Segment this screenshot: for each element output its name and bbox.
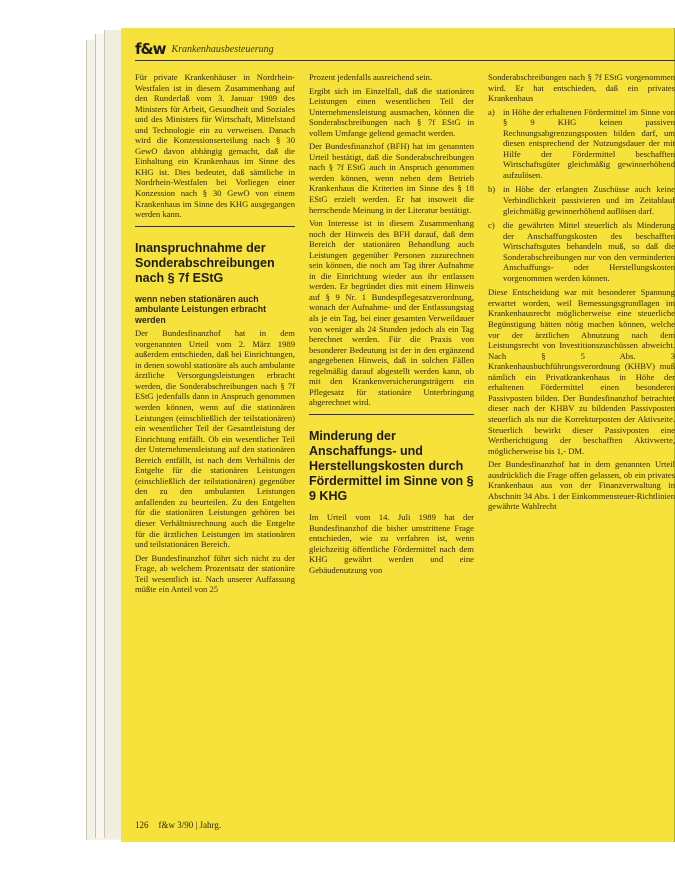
- paragraph: Der Bundesfinanzhof führt sich nicht zu der Frage, ab welchem Prozentsatz der stationäre Teil wesentlich ist. Nach unserer Auffassung müßte ein Anteil von 25: [135, 552, 295, 595]
- column-2: [309, 72, 474, 578]
- list-marker: c): [488, 220, 495, 231]
- journal-page: [121, 28, 675, 842]
- paragraph: Diese Entscheidung war mit besonderer Spannung erwartet worden, weil Bemessungsgrundlagen im Krankenhausrecht möglicherweise eine steuerliche Begünstigung hätten nötig machen können, welche vor der ärztlichen Abnutzung nach dem Leistungsrecht von Investitionszuschüssen abweicht. Nach § 5 Abs. 3 Krankenhausbuchführungsverordnung (KHBV) muß nämlich ein Privatkrankenhaus in Höhe der erhaltenen Fördermittel einen besonderen Passivposten bilden. Der Bundesfinanzhof betrachtet dieser nach der KHBV zu bildenden Passivposten steuerlich als nur die Korrekturposten der Aktivseite. Steuerlich bewirkt dieser Passivposten eine Wertberichtigung der beschafften Aktivwerte, möglicherweise bis 1,- DM.: [488, 287, 675, 456]
- paragraph: Der Bundesfinanzhof hat in dem genannten Urteil ausdrücklich die Frage offen gelassen, ob ein privates Krankenhaus aus von der Finanzverwaltung in Abschnitt 34 Abs. 1 der Einkommensteuer-Richtlinien gewährte Wahlrecht: [488, 459, 675, 512]
- paragraph: Der Bundesfinanzhof (BFH) hat im genannten Urteil bestätigt, daß die Sonderabschreibungen nach § 7f EStG auch in Anspruch genommen werden können, wenn neben dem Betrieb Krankenhaus die Kriterien im Sinne des § 18 EStG erzielt werden. Er hat insoweit die herrschende Meinung in der Literatur bestätigt.: [309, 141, 474, 215]
- list-item: [488, 220, 675, 283]
- list-marker: a): [488, 106, 495, 117]
- paragraph: Für private Krankenhäuser in Nordrhein-Westfalen ist in diesem Zusammenhang auf den Runderlaß vom 3. Januar 1989 des Ministers für Arbeit, Gesundheit und Soziales und des Ministers für Wirtschaft, Mittelstand und Technologie ein zu verweisen. Danach wird die Konzessionserteilung nach § 30 GewO davon abhängig gemacht, daß die Einhaltung ein Krankenhaus im Sinne des KHG ist. Dies bedeutet, daß sämtliche in Nordrhein-Westfalen bei Vorliegen einer Konzession nach § 30 GewO von einem Krankenhaus im Sinne des KHG ausgegangen werden kann.: [135, 72, 295, 220]
- section-subtitle: wenn neben stationären auch ambulante Leistungen erbracht werden: [135, 293, 266, 325]
- list-marker: b): [488, 184, 496, 195]
- paragraph: Im Urteil vom 14. Juli 1989 hat der Bundesfinanzhof die bisher umstrittene Frage entschieden, wie zu verfahren ist, wenn gleichzeitig öffentliche Fördermittel nach dem KHG gewährt werden und eine Gebäudenutzung von: [309, 511, 474, 575]
- list-text: in Höhe der erlangten Zuschüsse auch keine Verbindlichkeit passivieren und im Zeitablauf gleichmäßig gewinnerhöhend auflösen darf.: [503, 184, 675, 216]
- paragraph: Ergibt sich im Einzelfall, daß die stationären Leistungen einen wesentlichen Teil der Unternehmensleistung ausmachen, können die Sonderabschreibungen nach § 7f EStG in vollem Umfange geltend gemacht werden.: [309, 85, 474, 138]
- list-text: in Höhe der erhaltenen Fördermittel im Sinne von § 9 KHG keinen passiven Rechnungsabgrenzungsposten bilden darf, um diesen entsprechend der Nutzungsdauer der mit Hilfe der Fördermittel beschafften Wirtschaftsgüter gleichmäßig gewinnerhöhend aufzulösen.: [503, 106, 675, 180]
- list-item: [488, 184, 675, 216]
- page-header: [135, 38, 675, 61]
- list-item: [488, 107, 675, 181]
- header-title: Krankenhausbesteuerung: [171, 43, 274, 55]
- column-3: [488, 72, 675, 515]
- list-text: die gewährten Mittel steuerlich als Minderung der Anschaffungskosten des beschafften Wirtschaftsgutes behandeln muß, so daß die Sonderabschreibungen nur von den verminderten Anschaffungs- oder Herstellungskosten vorgenommen werden können.: [503, 220, 675, 283]
- journal-logo: f&w: [135, 40, 166, 58]
- page-footer: [135, 820, 221, 830]
- column-1: [135, 72, 295, 598]
- paragraph: Von Interesse ist in diesem Zusammenhang noch der Hinweis des BFH darauf, daß dem Bereich der stationären Behandlung auch Leistungen gegenüber Personen zuzurechnen sein können, die noch am Tag ihrer Aufnahme in die Einrichtung wieder aus ihr entlassen werden. Er begründet dies mit einem Hinweis auf § 9 Nr. 1 Bundespflegesatzverordnung, wonach der Aufnahme- und der Entlassungstag als je ein Tag, bei einer gesamten Verweildauer von weniger als 24 Stunden jedoch als ein Tag berechnet werden. Für die Praxis von besonderer Bedeutung ist der in den ergänzend angegebenen Hinweis, daß in solchen Fällen regelmäßig darauf abgestellt werden kann, ob mit den Krankenversicherungsträgern ein Pflegesatz für stationäre Unterbringung abgerechnet wird.: [309, 218, 474, 408]
- page-number: 126: [135, 820, 149, 830]
- divider: [309, 414, 474, 415]
- paragraph: Prozent jedenfalls ausreichend sein.: [309, 72, 433, 82]
- section-title: Inanspruchnahme der Sonderabschreibungen nach § 7f EStG: [135, 240, 275, 285]
- paragraph: Der Bundesfinanzhof hat in dem vorgenannten Urteil vom 2. März 1989 außerdem entschieden, daß bei Einrichtungen, in denen sowohl stationäre als auch ambulante ärztliche Versorgungsleistungen erbracht werden, die Sonderabschreibungen nach § 7f EStG jedenfalls dann in Anspruch genommen werden können, wenn auf die stationären Leistungen (einschließlich der teilstationären) ein wesentlicher Teil der Gesamtleistung der Einrichtung entfällt. Ob ein wesentlicher Teil der Unternehmensleistung auf den stationären Bereich entfällt, ist nach dem Verhältnis der Entgelte für die stationären Leistungen (einschließlich der teilstationären) gegenüber den zu den ambulanten Leistungen anfallenden zu beurteilen. Zu den Entgelten für die stationären Leistungen gehören bei dieser Verhältnisrechnung auch die Entgelte für die ärztlichen Leistungen im stationären und teilstationären Bereich.: [135, 328, 295, 550]
- section-title: Minderung der Anschaffungs- und Herstellungskosten durch Fördermittel im Sinne von § 9 KHG: [309, 428, 474, 503]
- journal-issue: f&w 3/90 | Jahrg.: [158, 820, 222, 830]
- divider: [135, 226, 295, 227]
- paragraph: Sonderabschreibungen nach § 7f EStG vorgenommen wird. Er hat entschieden, daß ein privates Krankenhaus: [488, 72, 675, 104]
